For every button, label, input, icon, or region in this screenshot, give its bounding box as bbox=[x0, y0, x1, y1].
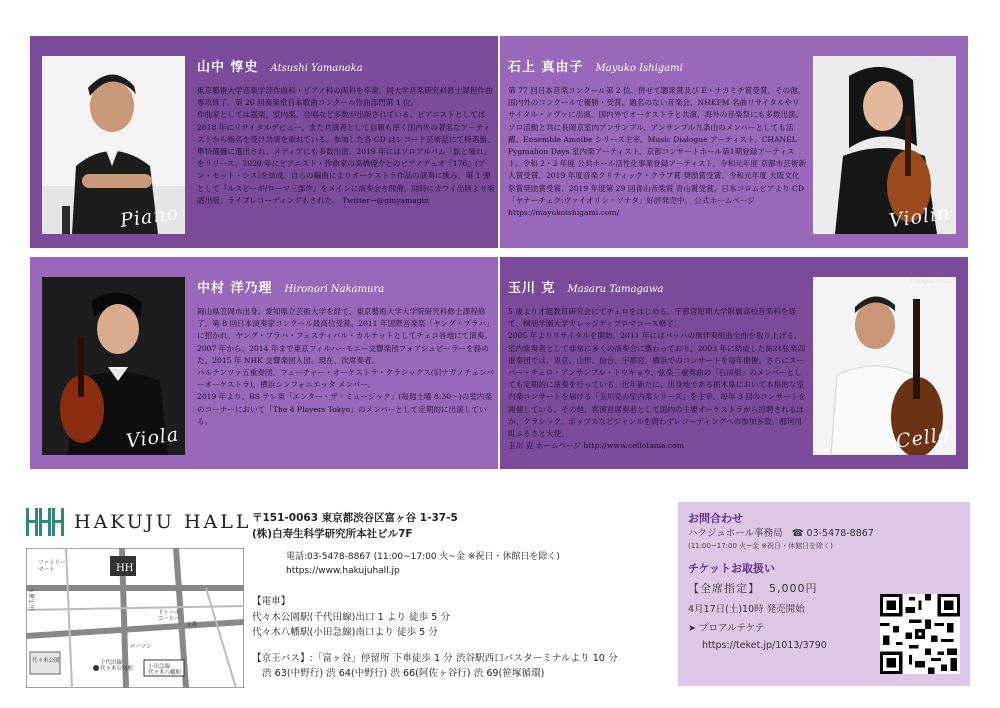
train-line-2: 代々木八幡駅(小田急線)南口より 徒歩 5 分 bbox=[252, 627, 438, 638]
map-label-station-park: 千代田線 bbox=[100, 660, 123, 666]
performer-card-yamanaka bbox=[30, 36, 498, 248]
sale-start: 4月17日(土)10時 発売開始 bbox=[688, 604, 805, 615]
map-label-station-hachiman: 小田急線 bbox=[148, 664, 171, 670]
map-label-yamate: 山手通り bbox=[30, 587, 36, 610]
map-label-station-hachiman-2: 代々木八幡駅 bbox=[148, 670, 182, 676]
ticket-info-box bbox=[678, 502, 970, 686]
name-en: Atsushi Yamanaka bbox=[270, 63, 363, 74]
name-en: Masaru Tamagawa bbox=[567, 284, 664, 295]
venue-url[interactable]: https://www.hakujuhall.jp bbox=[286, 566, 400, 576]
office-name: ハクジュホール事務局 bbox=[688, 528, 783, 539]
performer-photo bbox=[813, 56, 956, 234]
map-label-station-park-2: 代々木公園駅 bbox=[100, 666, 134, 672]
train-line-1: 代々木公園駅(千代田線)出口 1 より 徒歩 5 分 bbox=[252, 611, 451, 623]
bus-line-1: 【京王バス】:「富ヶ谷」停留所 下車徒歩 1 分 渋谷駅西口バスターミナルより 10 分 bbox=[252, 652, 618, 664]
performer-bio: 岡山県笠岡市出身。愛知県立芸術大学を経て、東京藝術大学大学院研究科修士課程修了。第 8 回日本演奏家コンクール最高位受賞。2011 年国際音楽祭「ヤング・プラハ」に招かれ、ヤング・プラハ・フェスティバル・カルテットとしてチェコ各地にて演奏。 2007 年から、2014 年まで東京フィルハーモニー交響楽団フォアシュピーラーを務めた。2015 年 NHK 交響楽団入団。現在、次席奏者。 パルテンツァ五重奏団、フューチャー・オーケストラ・クラシックス(旧ナガノチェンバーオーケストラ)、横浜シンフォニエッタ メンバー。 2019 年より、BS テレ東「エンター・ザ・ミュージック」(毎週土曜 8:30〜)の室内楽のコーナーにおいて「The 4 Players Tokyo」のメンバーとして定期的に出演している。 bbox=[197, 307, 494, 426]
ticket-agency[interactable]: ➤ プロアルテケテ bbox=[688, 623, 765, 634]
map-label-lawson: ローソン bbox=[130, 644, 152, 650]
name-jp: 中村 洋乃理 bbox=[197, 281, 273, 296]
instrument-label: Viola bbox=[124, 423, 181, 453]
instrument-label: Piano bbox=[118, 202, 181, 232]
qr-code-image bbox=[880, 594, 960, 674]
performer-card-nakamura bbox=[30, 257, 498, 469]
venue-name: HAKUJU HALL bbox=[74, 511, 252, 533]
bus-line-2: 渋 63(中野行) 渋 64(中野行) 渋 66(阿佐ヶ谷行) 渋 69(笹塚循環) bbox=[262, 668, 545, 679]
name-jp: 玉川 克 bbox=[508, 281, 556, 296]
performer-card-ishigami bbox=[500, 36, 968, 248]
instrument-label: Violin bbox=[887, 201, 952, 233]
performer-card-tamagawa bbox=[500, 257, 968, 469]
office-line bbox=[688, 526, 960, 541]
hakuju-logo-mark-icon bbox=[26, 508, 64, 536]
ticket-header: チケットお取扱い bbox=[688, 562, 776, 575]
name-en: Hironori Nakamura bbox=[284, 284, 385, 295]
inquiry-header: お問合わせ bbox=[688, 512, 743, 525]
performer-photo bbox=[813, 277, 956, 455]
address-line-2: (株)白寿生科学研究所本社ビル7F bbox=[252, 528, 413, 540]
venue-phone: 電話:03-5478-8867 (11:00~17:00 火~金 ※祝日・休館日を除く) bbox=[286, 552, 560, 562]
access-info bbox=[252, 594, 677, 682]
map-label-family-mart-2: マート bbox=[38, 567, 55, 573]
ticket-url[interactable]: https://teket.jp/1013/3790 bbox=[702, 640, 827, 651]
map-label-starbucks: ドトール bbox=[158, 610, 180, 616]
svg-text:HH: HH bbox=[116, 563, 134, 574]
name-jp: 石上 真由子 bbox=[508, 60, 584, 75]
performer-name bbox=[508, 56, 808, 75]
access-map-image bbox=[26, 548, 244, 688]
access-map bbox=[26, 548, 244, 688]
performer-name bbox=[197, 277, 497, 296]
photo-credit: ©Shigeto Imura bbox=[910, 279, 952, 285]
address-line-1: 〒151-0063 東京都渋谷区富ヶ谷 1-37-5 bbox=[252, 512, 458, 524]
seat-type: 【全席指定】 bbox=[688, 582, 760, 595]
map-label-starbucks-2: コーヒー bbox=[158, 616, 180, 622]
map-label-police: 交番 bbox=[186, 622, 198, 628]
performer-name bbox=[197, 56, 497, 75]
performer-bio: 東京藝術大学音楽学部作曲科・ピアノ科の両科を卒業。同大学音楽研究科修士課程作曲専攻修了。第 26 回奏楽堂日本歌曲コンクール作曲部門第 1 位。 作曲家としては器楽、室内楽、合唱など多数が出版されている。ピアニストとしては 2018 年にリサイタルデビュー、また共演者として信頼も厚く国内外の著名なアーティストから指名を受け共演を重ねている。参加した各 CD はレコード芸術誌にて特選盤、準特選盤に選出され、メディアにも多数出演。2019 年にはソロアルバム「旅と憧れ」をリリース、2020 年にピアニスト・作曲家の高橋優介とのピアノデュオ『176』(アン・セット・シス)を結成。自らの編曲によりオーケストラ作品の演奏に挑み、第 1 弾として『ルスピーギ/ローマ三部作』をメインに演奏会を開催、同時にカワイ出版より楽譜出版。ライブレコーディングもされた。 Twitter→@ginyamagin bbox=[197, 86, 495, 205]
performer-bio: 5 歳より才能教育研究会にてチェロをはじめる。宇都宮短期大学附属高校音楽科を経て、桐朋学園大学カレッジディプロマコース修了。 2005 年よりリサイタルを開始。2011 年にはバッハの無伴奏組曲全曲を取り上げる。室内楽奏者として非常に多くの演奏会に携わっており、2003 年に結成した昴21弦楽四重奏団では、東京、山形、仙台、宇都宮、横浜でのコンサートを毎年開催。さらにスーパー・チェロ・アンサンブル・トウキョウ、弦楽三重奏曲の「石田組」のメンバーとしても定期的に演奏を行っている。近年新たに、出身地である栃木県において本格的な室内楽コンサートを届ける「玉川克の室内楽シリーズ」を主宰。毎年 3 回のコンサートを開催している。その他、客演首席奏者として国内の主要オーケストラから招聘されるほか、クラシック、ポップスなどジャンルを問わずレコーディングへの参加多数。那珂川町ふるさと大使。 玉川 克 ホームページ http://www.cellotama.com bbox=[508, 307, 806, 451]
hakuju-hall-logo bbox=[26, 508, 252, 536]
office-hours: (11:00~17:00 火~金 ※祝日・休館日を除く) bbox=[688, 542, 833, 550]
map-label-family-mart: ファミリー bbox=[38, 560, 66, 566]
ticket-price: 5,000円 bbox=[769, 582, 818, 595]
performer-photo bbox=[42, 277, 185, 455]
instrument-label: Cello bbox=[894, 423, 952, 453]
performer-photo bbox=[42, 56, 185, 234]
photo-credit: © Istvan Kohut bbox=[912, 58, 952, 64]
performer-name bbox=[508, 277, 808, 296]
office-phone: ☎ 03-5478-8867 bbox=[791, 528, 874, 539]
train-header: 【電車】 bbox=[252, 596, 291, 607]
qr-code[interactable] bbox=[880, 594, 960, 674]
map-label-park: 代々木公園 bbox=[32, 658, 60, 664]
performer-bio: 第 77 回日本音楽コンクール第 2 位、併せて聴衆賞及び E・ナカミチ賞受賞。その他、国内外のコンクールで優勝・受賞。題名のない音楽会、NHKFM 名曲リサイタルやリサイタル・ノヴァに出演。国内外でオーケストラと共演、海外の音楽祭にも多数出演。ソロ活動と共に長岡京室内アンサンブル、アンサンブル九条山のメンバーとしても活躍。Ensemble Amoibe シリーズ主宰。Music Dialogue アーティスト、CHANEL Pygmalion Days 室内楽アーティスト、京都コンサートホール第1期登録アーティスト。令和 2・3 年度 公共ホール活性化事業登録アーティスト。令和元年度 京都市芸術新人賞受賞。2019 年度音楽クリティック・クラブ賞 奨励賞受賞、令和元年度 大阪文化祭賞奨励賞受賞、2019 年度第 29 回青山音楽賞 青山賞受賞。日本コロムビアより CD「ヤナーチェク:ヴァイオリン・ソナタ」好評発売中。 公式ホームページ https://mayukoishigami.com/ bbox=[508, 86, 806, 218]
name-en: Mayuko Ishigami bbox=[595, 63, 683, 74]
venue-address-block bbox=[252, 510, 672, 578]
name-jp: 山中 惇史 bbox=[197, 60, 259, 75]
